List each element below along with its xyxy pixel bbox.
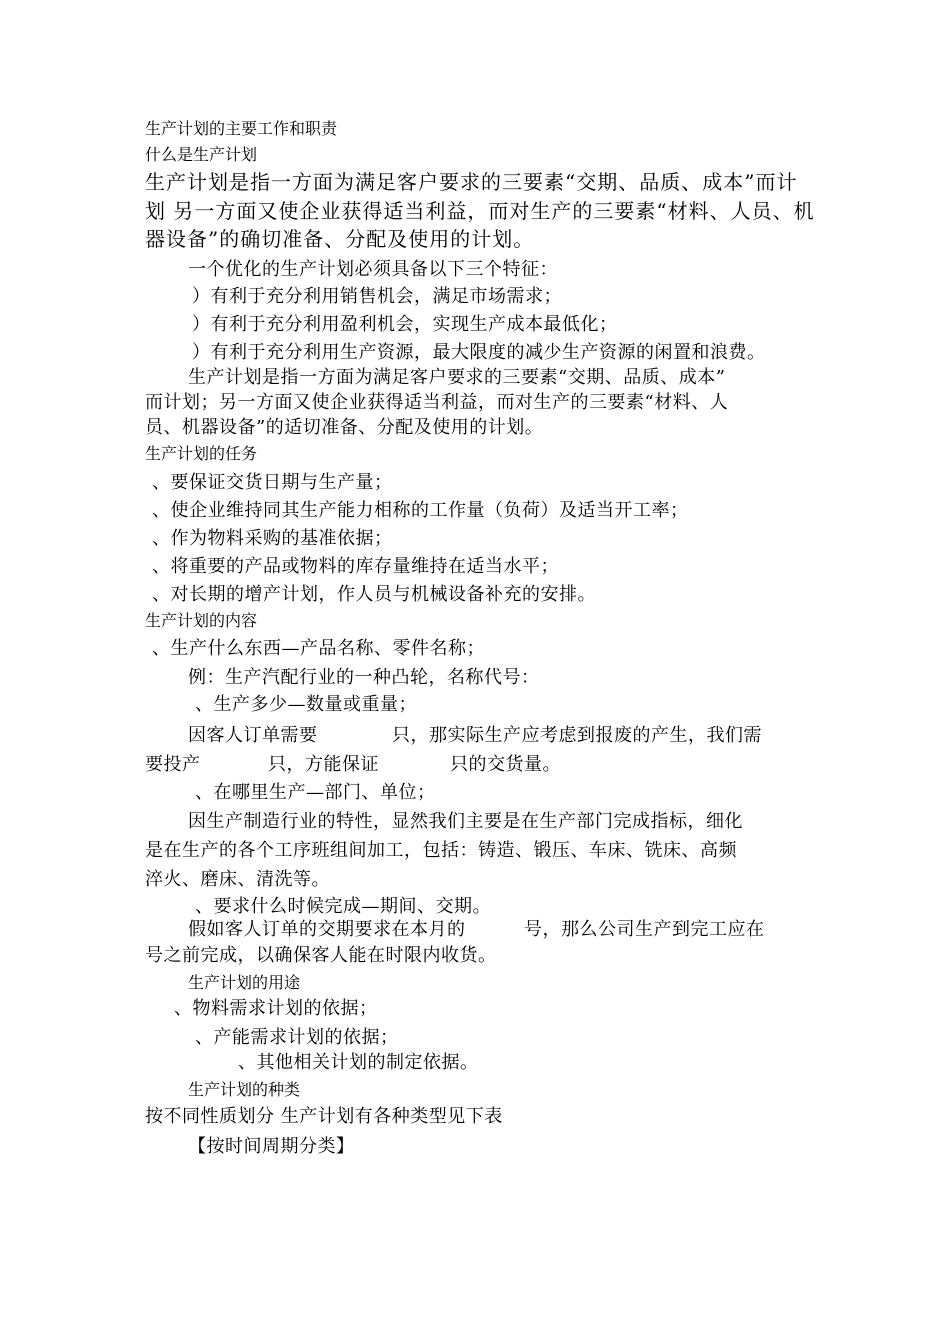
content-2-example2-c: 只的交货量。: [450, 754, 561, 775]
content-4-example-line2: 号之前完成，以确保客人能在时限内收货。: [145, 945, 497, 966]
task-1: 、要保证交货日期与生产量；: [152, 472, 393, 493]
content-3-example-line1: 因生产制造行业的特性，显然我们主要是在生产部门完成指标，细化: [188, 811, 743, 832]
feature-3: ）有利于充分利用生产资源，最大限度的减少生产资源的闲置和浪费。: [192, 342, 766, 363]
task-3: 、作为物料采购的基准依据；: [152, 528, 393, 549]
content-1: 、生产什么东西—产品名称、零件名称；: [152, 638, 485, 659]
content-4: 、要求什么时候完成—期间、交期。: [195, 896, 491, 917]
heading-kind: 生产计划的种类: [188, 1080, 301, 1099]
kind-line1: 按不同性质划分 生产计划有各种类型见下表: [145, 1106, 503, 1127]
task-2: 、使企业维持同其生产能力相称的工作量（负荷）及适当开工率；: [152, 500, 689, 521]
feature-2: ）有利于充分利用盈利机会，实现生产成本最低化；: [192, 314, 618, 335]
content-3: 、在哪里生产—部门、单位；: [195, 782, 436, 803]
heading-task: 生产计划的任务: [145, 444, 258, 463]
content-2: 、生产多少—数量或重量；: [195, 694, 417, 715]
para1-line1: 生产计划是指一方面为满足客户要求的三要素“交期、品质、成本”而计: [145, 170, 798, 194]
doc-title: 生产计划的主要工作和职责: [145, 119, 338, 138]
para3-line2: 而计划；另一方面又使企业获得适当利益，而对生产的三要素“材料、人: [145, 392, 729, 413]
use-3: 、其他相关计划的制定依据。: [238, 1052, 479, 1073]
para3-line3: 员、机器设备”的适切准备、分配及使用的计划。: [145, 417, 544, 438]
content-2-example-b: 只，那实际生产应考虑到报废的产生，我们需: [392, 725, 762, 746]
content-4-example-a: 假如客人订单的交期要求在本月的: [188, 919, 466, 940]
para1-line3: 器设备”的确切准备、分配及使用的计划。: [145, 227, 535, 251]
content-3-example-line2: 是在生产的各个工序班组间加工，包括：铸造、锻压、车床、铣床、高频: [145, 840, 737, 861]
kind-line2: 【按时间周期分类】: [188, 1136, 355, 1157]
use-2: 、产能需求计划的依据；: [195, 1027, 399, 1048]
use-1: 、物料需求计划的依据；: [174, 998, 378, 1019]
content-4-example-b: 号，那么公司生产到完工应在: [524, 919, 765, 940]
heading-what: 什么是生产计划: [145, 145, 258, 164]
content-1-example: 例：生产汽配行业的一种凸轮，名称代号：: [188, 667, 540, 688]
task-4: 、将重要的产品或物料的库存量维持在适当水平；: [152, 556, 559, 577]
heading-use: 生产计划的用途: [188, 973, 301, 992]
content-2-example2-a: 要投产: [145, 754, 201, 775]
task-5: 、对长期的增产计划，作人员与机械设备补充的安排。: [152, 584, 596, 605]
para2: 一个优化的生产计划必须具备以下三个特征：: [188, 259, 558, 280]
content-2-example-a: 因客人订单需要: [188, 725, 318, 746]
para1-line2: 划 另一方面又使企业获得适当利益，而对生产的三要素“材料、人员、机: [145, 199, 815, 223]
content-2-example2-b: 只，方能保证: [268, 754, 379, 775]
feature-1: ）有利于充分利用销售机会，满足市场需求；: [192, 286, 562, 307]
para3-line1: 生产计划是指一方面为满足客户要求的三要素“交期、品质、成本”: [188, 367, 726, 388]
heading-content: 生产计划的内容: [145, 611, 258, 630]
content-3-example-line3: 淬火、磨床、清洗等。: [145, 869, 330, 890]
